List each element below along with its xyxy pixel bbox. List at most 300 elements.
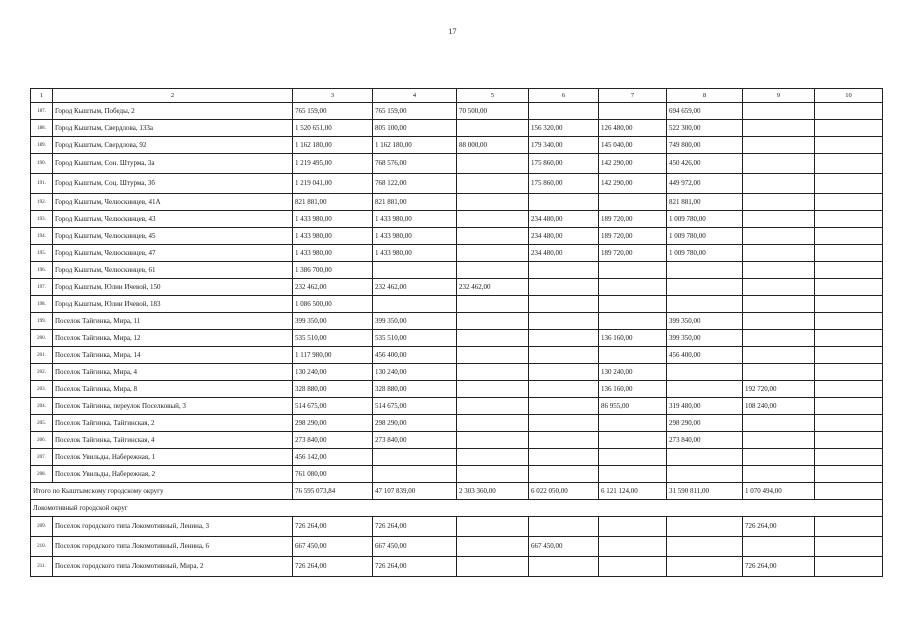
- address-cell: Город Кыштым, Челюскинцев, 45: [53, 228, 293, 245]
- value-cell: [815, 466, 883, 483]
- value-cell: 399 350,00: [667, 330, 743, 347]
- address-cell: Поселок Увильды, Набережная, 2: [53, 466, 293, 483]
- address-cell: Город Кыштым, Юлии Ичевой, 183: [53, 296, 293, 313]
- total-row: [31, 483, 883, 500]
- value-cell: 192 720,00: [743, 381, 815, 398]
- table-row: [31, 347, 883, 364]
- value-cell: [743, 415, 815, 432]
- value-cell: [599, 432, 667, 449]
- value-cell: [667, 381, 743, 398]
- row-number: 203.: [31, 381, 53, 398]
- column-header: 4: [373, 89, 457, 103]
- value-cell: [599, 449, 667, 466]
- row-number: 204.: [31, 398, 53, 415]
- value-cell: [743, 330, 815, 347]
- value-cell: [599, 262, 667, 279]
- value-cell: 399 350,00: [293, 313, 373, 330]
- value-cell: [599, 194, 667, 211]
- value-cell: 667 450,00: [373, 537, 457, 557]
- value-cell: 399 350,00: [667, 313, 743, 330]
- value-cell: [815, 245, 883, 262]
- value-cell: 136 160,00: [599, 330, 667, 347]
- value-cell: 156 320,00: [529, 120, 599, 137]
- total-value: [815, 483, 883, 500]
- value-cell: 88 000,00: [457, 137, 529, 154]
- value-cell: [529, 330, 599, 347]
- address-cell: Поселок Тайгинка, Мира, 4: [53, 364, 293, 381]
- value-cell: [599, 347, 667, 364]
- value-cell: [457, 228, 529, 245]
- column-header: 9: [743, 89, 815, 103]
- value-cell: [457, 245, 529, 262]
- value-cell: 667 450,00: [529, 537, 599, 557]
- value-cell: 514 675,00: [293, 398, 373, 415]
- table-row: [31, 228, 883, 245]
- row-number: 194.: [31, 228, 53, 245]
- value-cell: [667, 364, 743, 381]
- address-cell: Поселок Тайгинка, Мира, 12: [53, 330, 293, 347]
- value-cell: 234 480,00: [529, 228, 599, 245]
- address-cell: Поселок городского типа Локомотивный, Мира, 2: [53, 557, 293, 577]
- address-cell: Поселок городского типа Локомотивный, Ленина, 6: [53, 537, 293, 557]
- value-cell: [743, 364, 815, 381]
- address-cell: Поселок Увильды, Набережная, 1: [53, 449, 293, 466]
- value-cell: [599, 537, 667, 557]
- value-cell: 1 520 651,00: [293, 120, 373, 137]
- table-row: [31, 137, 883, 154]
- row-number: 210.: [31, 537, 53, 557]
- value-cell: [599, 415, 667, 432]
- address-cell: Город Кыштым, Свердлова, 92: [53, 137, 293, 154]
- value-cell: 805 100,00: [373, 120, 457, 137]
- value-cell: 319 480,00: [667, 398, 743, 415]
- value-cell: [815, 211, 883, 228]
- value-cell: 535 510,00: [373, 330, 457, 347]
- address-cell: Город Кыштым, Юлии Ичевой, 150: [53, 279, 293, 296]
- value-cell: [529, 517, 599, 537]
- table-row: [31, 381, 883, 398]
- value-cell: [457, 381, 529, 398]
- value-cell: [373, 466, 457, 483]
- table-row: [31, 415, 883, 432]
- table-row: [31, 174, 883, 194]
- table-row: [31, 398, 883, 415]
- value-cell: [457, 194, 529, 211]
- value-cell: [743, 137, 815, 154]
- value-cell: [743, 279, 815, 296]
- row-number: 207.: [31, 449, 53, 466]
- row-number: 197.: [31, 279, 53, 296]
- value-cell: [743, 228, 815, 245]
- value-cell: [815, 557, 883, 577]
- value-cell: [815, 103, 883, 120]
- total-label: Итого по Кыштымскому городскому округу: [31, 483, 293, 500]
- address-cell: Поселок Тайгинка, Мира, 14: [53, 347, 293, 364]
- value-cell: [457, 398, 529, 415]
- value-cell: 70 500,00: [457, 103, 529, 120]
- value-cell: [815, 449, 883, 466]
- column-header: 6: [529, 89, 599, 103]
- value-cell: 821 881,00: [293, 194, 373, 211]
- value-cell: 189 720,00: [599, 228, 667, 245]
- table-row: [31, 330, 883, 347]
- value-cell: 726 264,00: [373, 517, 457, 537]
- value-cell: 726 264,00: [293, 517, 373, 537]
- total-value: 2 303 360,00: [457, 483, 529, 500]
- section-row: [31, 500, 883, 517]
- value-cell: [599, 557, 667, 577]
- total-value: 6 022 050,00: [529, 483, 599, 500]
- value-cell: 667 450,00: [293, 537, 373, 557]
- value-cell: [373, 296, 457, 313]
- value-cell: 1 009 780,00: [667, 245, 743, 262]
- value-cell: [529, 398, 599, 415]
- value-cell: [815, 415, 883, 432]
- column-header: 5: [457, 89, 529, 103]
- table-row: [31, 313, 883, 330]
- value-cell: [599, 296, 667, 313]
- value-cell: 1 433 980,00: [293, 228, 373, 245]
- value-cell: [743, 432, 815, 449]
- value-cell: 1 433 980,00: [293, 245, 373, 262]
- value-cell: [743, 174, 815, 194]
- value-cell: [529, 449, 599, 466]
- value-cell: [667, 449, 743, 466]
- value-cell: [457, 517, 529, 537]
- value-cell: 328 880,00: [293, 381, 373, 398]
- value-cell: 768 122,00: [373, 174, 457, 194]
- table-row: [31, 103, 883, 120]
- value-cell: [457, 262, 529, 279]
- value-cell: 765 159,00: [373, 103, 457, 120]
- row-number: 208.: [31, 466, 53, 483]
- row-number: 196.: [31, 262, 53, 279]
- value-cell: [743, 262, 815, 279]
- row-number: 189.: [31, 137, 53, 154]
- value-cell: 1 433 980,00: [373, 228, 457, 245]
- table-row: [31, 245, 883, 262]
- value-cell: [815, 174, 883, 194]
- value-cell: [457, 537, 529, 557]
- value-cell: [815, 381, 883, 398]
- address-cell: Город Кыштым, Челюскинцев, 47: [53, 245, 293, 262]
- value-cell: 821 881,00: [373, 194, 457, 211]
- row-number: 191.: [31, 174, 53, 194]
- value-cell: [743, 103, 815, 120]
- total-value: 76 595 073,84: [293, 483, 373, 500]
- value-cell: [815, 194, 883, 211]
- value-cell: [815, 262, 883, 279]
- table-row: [31, 279, 883, 296]
- value-cell: [457, 120, 529, 137]
- value-cell: 328 880,00: [373, 381, 457, 398]
- column-header: 10: [815, 89, 883, 103]
- value-cell: [373, 262, 457, 279]
- value-cell: [457, 432, 529, 449]
- value-cell: 142 290,00: [599, 174, 667, 194]
- value-cell: [815, 313, 883, 330]
- value-cell: 232 462,00: [293, 279, 373, 296]
- address-cell: Город Кыштым, Челюскинцев, 41А: [53, 194, 293, 211]
- address-cell: Город Кыштым, Свердлова, 133а: [53, 120, 293, 137]
- value-cell: 449 972,00: [667, 174, 743, 194]
- value-cell: [815, 154, 883, 174]
- header-row: [31, 89, 883, 103]
- value-cell: [815, 432, 883, 449]
- value-cell: [815, 296, 883, 313]
- value-cell: [529, 194, 599, 211]
- value-cell: [599, 313, 667, 330]
- value-cell: 273 840,00: [373, 432, 457, 449]
- value-cell: 1 117 980,00: [293, 347, 373, 364]
- total-value: 47 107 839,00: [373, 483, 457, 500]
- value-cell: 1 433 980,00: [293, 211, 373, 228]
- value-cell: [457, 330, 529, 347]
- row-number: 193.: [31, 211, 53, 228]
- value-cell: [457, 211, 529, 228]
- table-row: [31, 537, 883, 557]
- value-cell: 694 659,00: [667, 103, 743, 120]
- value-cell: 136 160,00: [599, 381, 667, 398]
- value-cell: [529, 364, 599, 381]
- value-cell: 765 159,00: [293, 103, 373, 120]
- value-cell: 456 400,00: [373, 347, 457, 364]
- value-cell: [743, 245, 815, 262]
- value-cell: [529, 296, 599, 313]
- address-cell: Поселок Тайгинка, Мира, 11: [53, 313, 293, 330]
- section-title: Локомотивный городской округ: [31, 500, 883, 517]
- value-cell: 234 480,00: [529, 245, 599, 262]
- value-cell: 145 040,00: [599, 137, 667, 154]
- table-row: [31, 432, 883, 449]
- value-cell: 1 009 780,00: [667, 211, 743, 228]
- value-cell: [457, 364, 529, 381]
- value-cell: 726 264,00: [373, 557, 457, 577]
- value-cell: 273 840,00: [293, 432, 373, 449]
- value-cell: [457, 466, 529, 483]
- value-cell: [529, 557, 599, 577]
- value-cell: 399 350,00: [373, 313, 457, 330]
- total-value: 1 070 494,00: [743, 483, 815, 500]
- value-cell: [667, 466, 743, 483]
- value-cell: 821 881,00: [667, 194, 743, 211]
- value-cell: 726 264,00: [743, 517, 815, 537]
- value-cell: [529, 381, 599, 398]
- value-cell: [529, 415, 599, 432]
- value-cell: [667, 557, 743, 577]
- value-cell: 189 720,00: [599, 211, 667, 228]
- column-header: 8: [667, 89, 743, 103]
- column-header: 1: [31, 89, 53, 103]
- value-cell: [373, 449, 457, 466]
- value-cell: 273 840,00: [667, 432, 743, 449]
- value-cell: [743, 154, 815, 174]
- value-cell: [529, 347, 599, 364]
- page-number: 17: [448, 27, 457, 36]
- value-cell: 1 219 041,00: [293, 174, 373, 194]
- value-cell: 126 480,00: [599, 120, 667, 137]
- value-cell: [743, 537, 815, 557]
- value-cell: 179 340,00: [529, 137, 599, 154]
- value-cell: [529, 313, 599, 330]
- total-value: 31 590 811,00: [667, 483, 743, 500]
- value-cell: 456 142,00: [293, 449, 373, 466]
- value-cell: [457, 154, 529, 174]
- row-number: 211.: [31, 557, 53, 577]
- value-cell: [815, 517, 883, 537]
- value-cell: 522 300,00: [667, 120, 743, 137]
- value-cell: [529, 279, 599, 296]
- address-cell: Город Кыштым, Сон. Штурма, 3а: [53, 154, 293, 174]
- value-cell: [815, 537, 883, 557]
- row-number: 198.: [31, 296, 53, 313]
- table-row: [31, 517, 883, 537]
- address-cell: Поселок городского типа Локомотивный, Ленина, 3: [53, 517, 293, 537]
- address-cell: Поселок Тайгинка, переулок Поселковый, 3: [53, 398, 293, 415]
- value-cell: 514 675,00: [373, 398, 457, 415]
- row-number: 187.: [31, 103, 53, 120]
- value-cell: [457, 557, 529, 577]
- value-cell: [457, 347, 529, 364]
- value-cell: 130 240,00: [293, 364, 373, 381]
- value-cell: 130 240,00: [373, 364, 457, 381]
- value-cell: 1 386 700,00: [293, 262, 373, 279]
- value-cell: [667, 537, 743, 557]
- value-cell: 175 860,00: [529, 174, 599, 194]
- value-cell: [815, 364, 883, 381]
- row-number: 201.: [31, 347, 53, 364]
- value-cell: 298 290,00: [373, 415, 457, 432]
- table-row: [31, 120, 883, 137]
- data-table: [30, 88, 883, 577]
- value-cell: [599, 103, 667, 120]
- value-cell: [667, 279, 743, 296]
- column-header: 7: [599, 89, 667, 103]
- value-cell: 1 162 180,00: [373, 137, 457, 154]
- value-cell: [457, 296, 529, 313]
- value-cell: 298 290,00: [667, 415, 743, 432]
- row-number: 209.: [31, 517, 53, 537]
- value-cell: 86 955,00: [599, 398, 667, 415]
- value-cell: [743, 120, 815, 137]
- address-cell: Поселок Тайгинка, Мира, 8: [53, 381, 293, 398]
- table-row: [31, 364, 883, 381]
- value-cell: 130 240,00: [599, 364, 667, 381]
- value-cell: 726 264,00: [293, 557, 373, 577]
- value-cell: [743, 211, 815, 228]
- address-cell: Город Кыштым, Челюскинцев, 61: [53, 262, 293, 279]
- value-cell: [815, 120, 883, 137]
- value-cell: 535 510,00: [293, 330, 373, 347]
- value-cell: [743, 313, 815, 330]
- value-cell: [667, 262, 743, 279]
- value-cell: [599, 279, 667, 296]
- value-cell: [457, 415, 529, 432]
- value-cell: 232 462,00: [457, 279, 529, 296]
- value-cell: [815, 228, 883, 245]
- value-cell: 1 009 780,00: [667, 228, 743, 245]
- value-cell: [667, 517, 743, 537]
- address-cell: Поселок Тайгинка, Тайгинская, 2: [53, 415, 293, 432]
- value-cell: [815, 347, 883, 364]
- column-header: 3: [293, 89, 373, 103]
- value-cell: 1 086 500,00: [293, 296, 373, 313]
- row-number: 188.: [31, 120, 53, 137]
- value-cell: [743, 194, 815, 211]
- table-row: [31, 211, 883, 228]
- value-cell: 232 462,00: [373, 279, 457, 296]
- total-value: 6 121 124,00: [599, 483, 667, 500]
- value-cell: 1 162 180,00: [293, 137, 373, 154]
- value-cell: 142 290,00: [599, 154, 667, 174]
- value-cell: 108 240,00: [743, 398, 815, 415]
- address-cell: Город Кыштым, Победы, 2: [53, 103, 293, 120]
- value-cell: [743, 466, 815, 483]
- value-cell: [743, 347, 815, 364]
- row-number: 192.: [31, 194, 53, 211]
- value-cell: 234 480,00: [529, 211, 599, 228]
- value-cell: 1 433 980,00: [373, 245, 457, 262]
- table-row: [31, 154, 883, 174]
- value-cell: [529, 466, 599, 483]
- value-cell: 456 400,00: [667, 347, 743, 364]
- column-header: 2: [53, 89, 293, 103]
- value-cell: 298 290,00: [293, 415, 373, 432]
- value-cell: [599, 466, 667, 483]
- value-cell: 749 800,00: [667, 137, 743, 154]
- row-number: 205.: [31, 415, 53, 432]
- table-row: [31, 262, 883, 279]
- value-cell: [529, 432, 599, 449]
- value-cell: [815, 279, 883, 296]
- row-number: 202.: [31, 364, 53, 381]
- address-cell: Город Кыштым, Челюскинцев, 43: [53, 211, 293, 228]
- value-cell: 1 219 495,00: [293, 154, 373, 174]
- row-number: 190.: [31, 154, 53, 174]
- row-number: 206.: [31, 432, 53, 449]
- value-cell: [743, 296, 815, 313]
- table-row: [31, 296, 883, 313]
- value-cell: 189 720,00: [599, 245, 667, 262]
- value-cell: [529, 262, 599, 279]
- value-cell: [457, 449, 529, 466]
- value-cell: 1 433 980,00: [373, 211, 457, 228]
- value-cell: [667, 296, 743, 313]
- row-number: 200.: [31, 330, 53, 347]
- value-cell: 450 426,00: [667, 154, 743, 174]
- value-cell: 761 080,00: [293, 466, 373, 483]
- value-cell: 175 860,00: [529, 154, 599, 174]
- table-row: [31, 194, 883, 211]
- address-cell: Поселок Тайгинка, Тайгинская, 4: [53, 432, 293, 449]
- table-row: [31, 557, 883, 577]
- value-cell: [815, 137, 883, 154]
- row-number: 195.: [31, 245, 53, 262]
- value-cell: [743, 449, 815, 466]
- value-cell: [529, 103, 599, 120]
- value-cell: [815, 330, 883, 347]
- value-cell: [815, 398, 883, 415]
- value-cell: 726 264,00: [743, 557, 815, 577]
- row-number: 199.: [31, 313, 53, 330]
- value-cell: [457, 313, 529, 330]
- value-cell: [457, 174, 529, 194]
- value-cell: 768 576,00: [373, 154, 457, 174]
- address-cell: Город Кыштым, Соц. Штурма, 3б: [53, 174, 293, 194]
- value-cell: [599, 517, 667, 537]
- table-row: [31, 449, 883, 466]
- table-row: [31, 466, 883, 483]
